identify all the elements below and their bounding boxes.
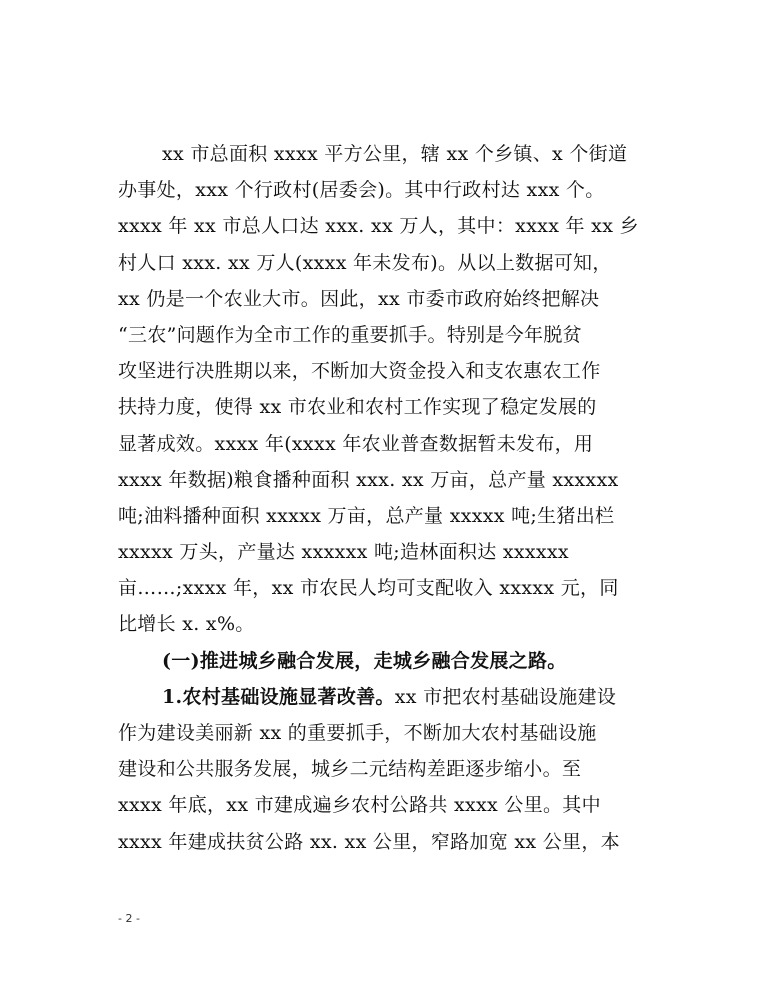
paragraph-line: 作为建设美丽新 xx 的重要抓手，不断加大农村基础设施 xyxy=(118,722,597,744)
paragraph-line: 扶持力度，使得 xx 市农业和农村工作实现了稳定发展的 xyxy=(118,396,597,419)
paragraph-lead-line xyxy=(118,679,663,715)
paragraph-line: xx 市总面积 xxxx 平方公里，辖 xx 个乡镇、x 个街道 xyxy=(162,143,628,165)
paragraph-line: xxxx 年数据)粮食播种面积 xxx. xx 万亩，总产量 xxxxxx xyxy=(118,468,619,491)
paragraph-1 xyxy=(118,136,663,643)
section-heading: (一)推进城乡融合发展，走城乡融合发展之路。 xyxy=(162,649,567,672)
paragraph-line: 办事处，xxx 个行政村(居委会)。其中行政村达 xxx 个。 xyxy=(118,179,605,202)
paragraph-line: xx 仍是一个农业大市。因此，xx 市委市政府始终把解决 xyxy=(118,287,600,310)
paragraph-lead-bold: 1.农村基础设施显著改善。 xyxy=(162,685,395,708)
paragraph-line: “三农”问题作为全市工作的重要抓手。特别是今年脱贫 xyxy=(118,323,582,346)
paragraph-line: xxxx 年 xx 市总人口达 xxx. xx 万人，其中：xxxx 年 xx 乡 xyxy=(118,215,639,238)
paragraph-line: xxxx 年建成扶贫公路 xx. xx 公里，窄路加宽 xx 公里，本 xyxy=(118,830,620,853)
paragraph-line: 显著成效。xxxx 年(xxxx 年农业普查数据暂未发布，用 xyxy=(118,432,594,455)
paragraph-line: 比增长 x. x%。 xyxy=(118,613,255,636)
paragraph-line: 吨;油料播种面积 xxxxx 万亩，总产量 xxxxx 吨;生猪出栏 xyxy=(118,504,615,527)
paragraph-line: 亩……;xxxx 年，xx 市农民人均可支配收入 xxxxx 元，同 xyxy=(118,577,619,600)
paragraph-line: xxxxx 万头，产量达 xxxxxx 吨;造林面积达 xxxxxx xyxy=(118,541,569,564)
paragraph-line: 建设和公共服务发展，城乡二元结构差距逐步缩小。至 xyxy=(118,758,582,781)
page-number: - 2 - xyxy=(118,912,140,925)
paragraph-2 xyxy=(118,679,663,860)
paragraph-line: 村人口 xxx. xx 万人(xxxx 年未发布)。从以上数据可知， xyxy=(118,251,612,274)
paragraph-lead-rest: xx 市把农村基础设施建设 xyxy=(394,685,617,708)
paragraph-line: 攻坚进行决胜期以来，不断加大资金投入和支农惠农工作 xyxy=(118,360,601,383)
document-body xyxy=(118,136,663,860)
paragraph-line: xxxx 年底，xx 市建成遍乡农村公路共 xxxx 公里。其中 xyxy=(118,794,601,817)
